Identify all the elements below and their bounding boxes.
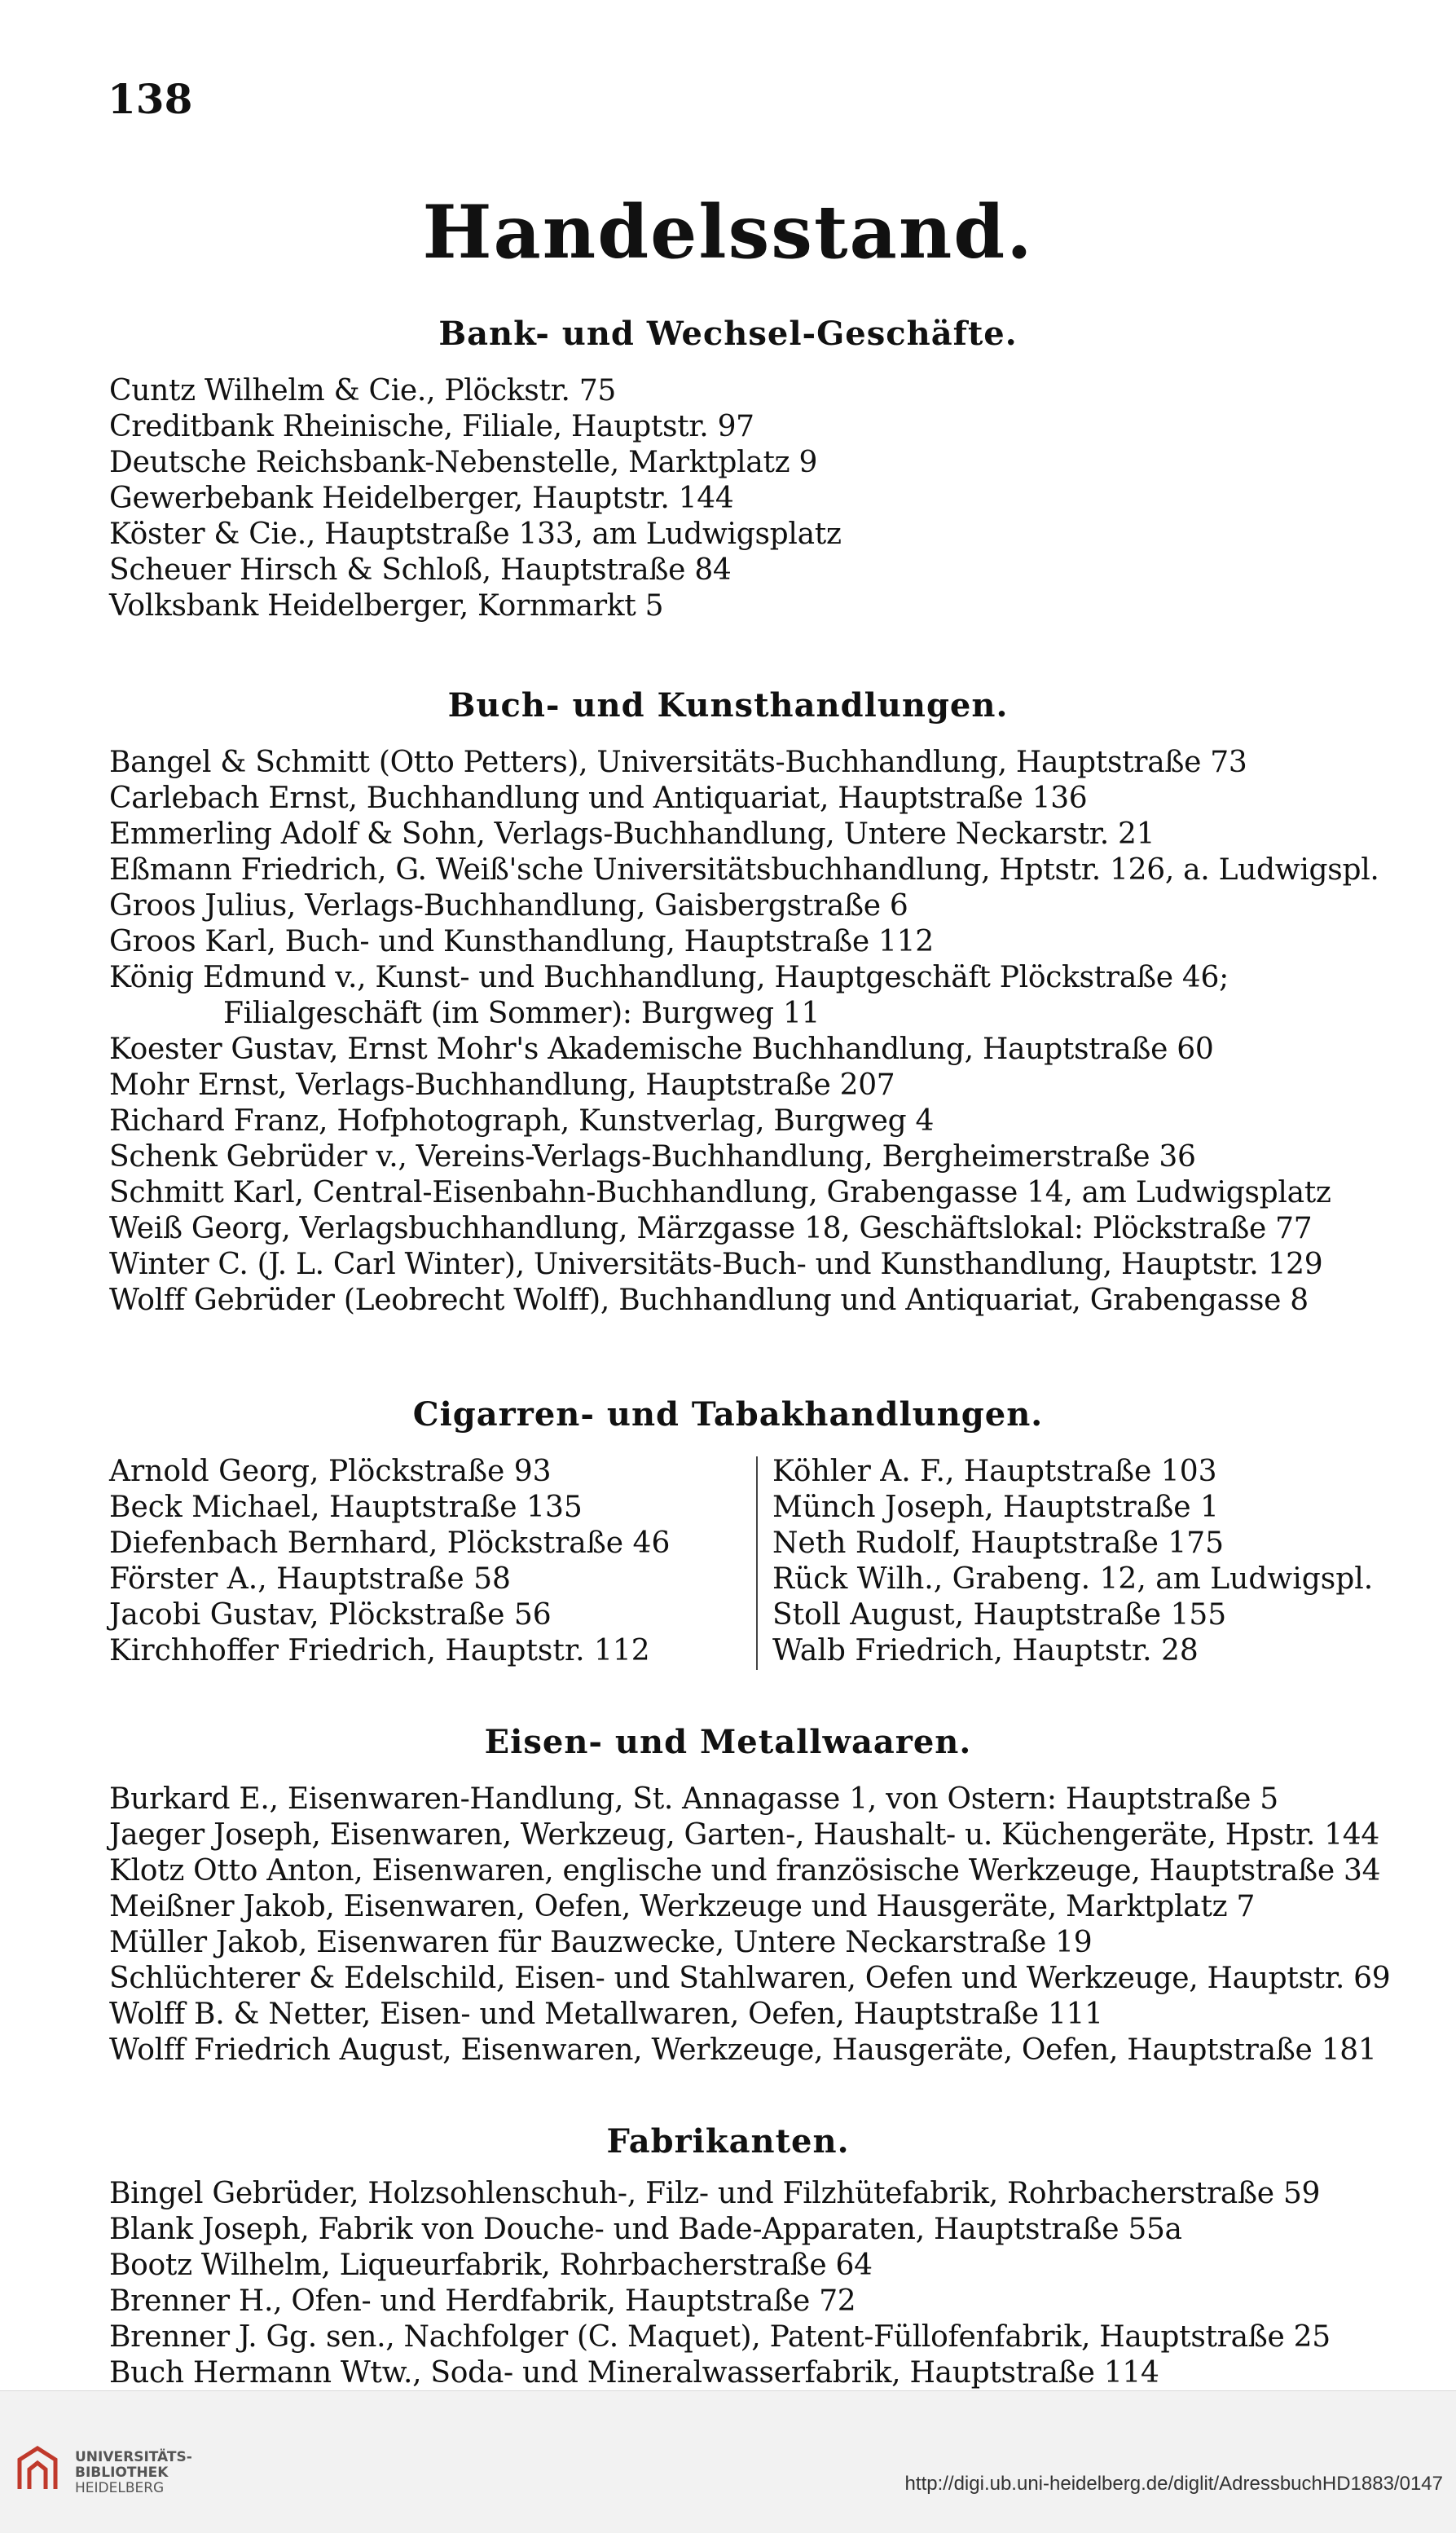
list-item: Rück Wilh., Grabeng. 12, am Ludwigspl. bbox=[772, 1562, 1374, 1596]
list-item: Buch Hermann Wtw., Soda- und Mineralwasserfabrik, Hauptstraße 114 bbox=[109, 2356, 1159, 2390]
list-item: Koester Gustav, Ernst Mohr's Akademische Buchhandlung, Hauptstraße 60 bbox=[109, 1033, 1214, 1066]
list-item: Arnold Georg, Plöckstraße 93 bbox=[109, 1455, 552, 1488]
list-item: Bootz Wilhelm, Liqueurfabrik, Rohrbacherstraße 64 bbox=[109, 2249, 873, 2282]
list-item: Brenner H., Ofen- und Herdfabrik, Hauptstraße 72 bbox=[109, 2284, 856, 2318]
buch-list bbox=[109, 745, 1429, 1319]
list-item: Münch Joseph, Hauptstraße 1 bbox=[772, 1491, 1219, 1524]
list-item: Bangel & Schmitt (Otto Petters), Universitäts-Buchhandlung, Hauptstraße 73 bbox=[109, 746, 1247, 779]
section-heading-cigarren: Cigarren- und Tabakhandlungen. bbox=[412, 1395, 1044, 1434]
section-heading-eisen: Eisen- und Metallwaaren. bbox=[484, 1723, 972, 1761]
list-item: Wolff B. & Netter, Eisen- und Metallwaren, Oefen, Hauptstraße 111 bbox=[109, 1998, 1103, 2031]
list-item: Brenner J. Gg. sen., Nachfolger (C. Maquet), Patent-Füllofenfabrik, Hauptstraße 25 bbox=[109, 2320, 1331, 2354]
list-item: Groos Julius, Verlags-Buchhandlung, Gaisbergstraße 6 bbox=[109, 889, 908, 923]
section-heading-buch: Buch- und Kunsthandlungen. bbox=[447, 686, 1009, 725]
list-item: Gewerbebank Heidelberger, Hauptstr. 144 bbox=[109, 482, 734, 515]
list-item: Diefenbach Bernhard, Plöckstraße 46 bbox=[109, 1526, 671, 1560]
fabrikanten-list bbox=[109, 2176, 1429, 2391]
list-item: Eßmann Friedrich, G. Weiß'sche Universitätsbuchhandlung, Hptstr. 126, a. Ludwigspl. bbox=[109, 853, 1379, 887]
library-logo-icon bbox=[11, 2442, 64, 2494]
logo-line: BIBLIOTHEK bbox=[75, 2465, 169, 2481]
page-number: 138 bbox=[108, 75, 193, 123]
list-item: Cuntz Wilhelm & Cie., Plöckstr. 75 bbox=[109, 374, 617, 407]
list-item: Jaeger Joseph, Eisenwaren, Werkzeug, Garten-, Haushalt- u. Küchengeräte, Hpstr. 144 bbox=[109, 1818, 1380, 1852]
list-item: Wolff Gebrüder (Leobrecht Wolff), Buchhandlung und Antiquariat, Grabengasse 8 bbox=[109, 1284, 1309, 1317]
cigarren-right-column bbox=[772, 1454, 1424, 1669]
list-item: Deutsche Reichsbank-Nebenstelle, Marktplatz 9 bbox=[109, 446, 818, 479]
list-item: Schenk Gebrüder v., Vereins-Verlags-Buchhandlung, Bergheimerstraße 36 bbox=[109, 1140, 1196, 1174]
list-item: Bingel Gebrüder, Holzsohlenschuh-, Filz- und Filzhütefabrik, Rohrbacherstraße 59 bbox=[109, 2177, 1321, 2210]
logo-line: HEIDELBERG bbox=[75, 2480, 165, 2496]
list-item: Scheuer Hirsch & Schloß, Hauptstraße 84 bbox=[109, 553, 732, 587]
list-item: Wolff Friedrich August, Eisenwaren, Werkzeuge, Hausgeräte, Oefen, Hauptstraße 181 bbox=[109, 2033, 1377, 2067]
list-item: Weiß Georg, Verlagsbuchhandlung, Märzgasse 18, Geschäftslokal: Plöckstraße 77 bbox=[109, 1212, 1313, 1245]
cigarren-left-column bbox=[109, 1454, 745, 1669]
list-item: Creditbank Rheinische, Filiale, Hauptstr. 97 bbox=[109, 410, 754, 443]
list-item: Blank Joseph, Fabrik von Douche- und Bade-Apparaten, Hauptstraße 55a bbox=[109, 2213, 1182, 2246]
list-item: Burkard E., Eisenwaren-Handlung, St. Annagasse 1, von Ostern: Hauptstraße 5 bbox=[109, 1782, 1278, 1816]
list-item: Emmerling Adolf & Sohn, Verlags-Buchhandlung, Untere Neckarstr. 21 bbox=[109, 817, 1155, 851]
list-item: Kirchhoffer Friedrich, Hauptstr. 112 bbox=[109, 1634, 650, 1667]
list-item: Neth Rudolf, Hauptstraße 175 bbox=[772, 1526, 1225, 1560]
list-item: Richard Franz, Hofphotograph, Kunstverlag, Burgweg 4 bbox=[109, 1104, 935, 1138]
list-item: Jacobi Gustav, Plöckstraße 56 bbox=[109, 1598, 552, 1632]
list-item: Klotz Otto Anton, Eisenwaren, englische und französische Werkzeuge, Hauptstraße 34 bbox=[109, 1854, 1381, 1888]
section-heading-fabrikanten: Fabrikanten. bbox=[606, 2122, 850, 2161]
list-item: Beck Michael, Hauptstraße 135 bbox=[109, 1491, 583, 1524]
list-item: König Edmund v., Kunst- und Buchhandlung, Hauptgeschäft Plöckstraße 46; Filialgeschäft (im Sommer): Burgweg 11 bbox=[109, 961, 1229, 1030]
column-divider bbox=[756, 1456, 758, 1670]
list-item: Köhler A. F., Hauptstraße 103 bbox=[772, 1455, 1217, 1488]
logo-line: UNIVERSITÄTS- bbox=[75, 2449, 192, 2465]
list-item: Carlebach Ernst, Buchhandlung und Antiquariat, Hauptstraße 136 bbox=[109, 782, 1088, 815]
section-heading-bank: Bank- und Wechsel-Geschäfte. bbox=[438, 315, 1018, 353]
library-logo-text bbox=[75, 2450, 192, 2496]
list-item: Förster A., Hauptstraße 58 bbox=[109, 1562, 511, 1596]
list-item: Schlüchterer & Edelschild, Eisen- und Stahlwaren, Oefen und Werkzeuge, Hauptstr. 69 bbox=[109, 1962, 1391, 1995]
list-item: Mohr Ernst, Verlags-Buchhandlung, Hauptstraße 207 bbox=[109, 1068, 895, 1102]
list-item: Volksbank Heidelberger, Kornmarkt 5 bbox=[109, 589, 664, 623]
list-item: Stoll August, Hauptstraße 155 bbox=[772, 1598, 1227, 1632]
page-title: Handelsstand. bbox=[422, 189, 1034, 275]
source-url-link[interactable]: http://digi.ub.uni-heidelberg.de/diglit/AdressbuchHD1883/0147 bbox=[904, 2473, 1443, 2495]
list-item: Schmitt Karl, Central-Eisenbahn-Buchhandlung, Grabengasse 14, am Ludwigsplatz bbox=[109, 1176, 1331, 1209]
list-item: Winter C. (J. L. Carl Winter), Universitäts-Buch- und Kunsthandlung, Hauptstr. 129 bbox=[109, 1248, 1323, 1281]
footer-bar bbox=[0, 2390, 1456, 2533]
list-item: Köster & Cie., Hauptstraße 133, am Ludwigsplatz bbox=[109, 518, 842, 551]
bank-list bbox=[109, 373, 1429, 624]
eisen-list bbox=[109, 1782, 1429, 2068]
list-item: Walb Friedrich, Hauptstr. 28 bbox=[772, 1634, 1199, 1667]
list-item: Müller Jakob, Eisenwaren für Bauzwecke, Untere Neckarstraße 19 bbox=[109, 1926, 1093, 1959]
list-item: Groos Karl, Buch- und Kunsthandlung, Hauptstraße 112 bbox=[109, 925, 934, 958]
list-item: Meißner Jakob, Eisenwaren, Oefen, Werkzeuge und Hausgeräte, Marktplatz 7 bbox=[109, 1890, 1256, 1923]
